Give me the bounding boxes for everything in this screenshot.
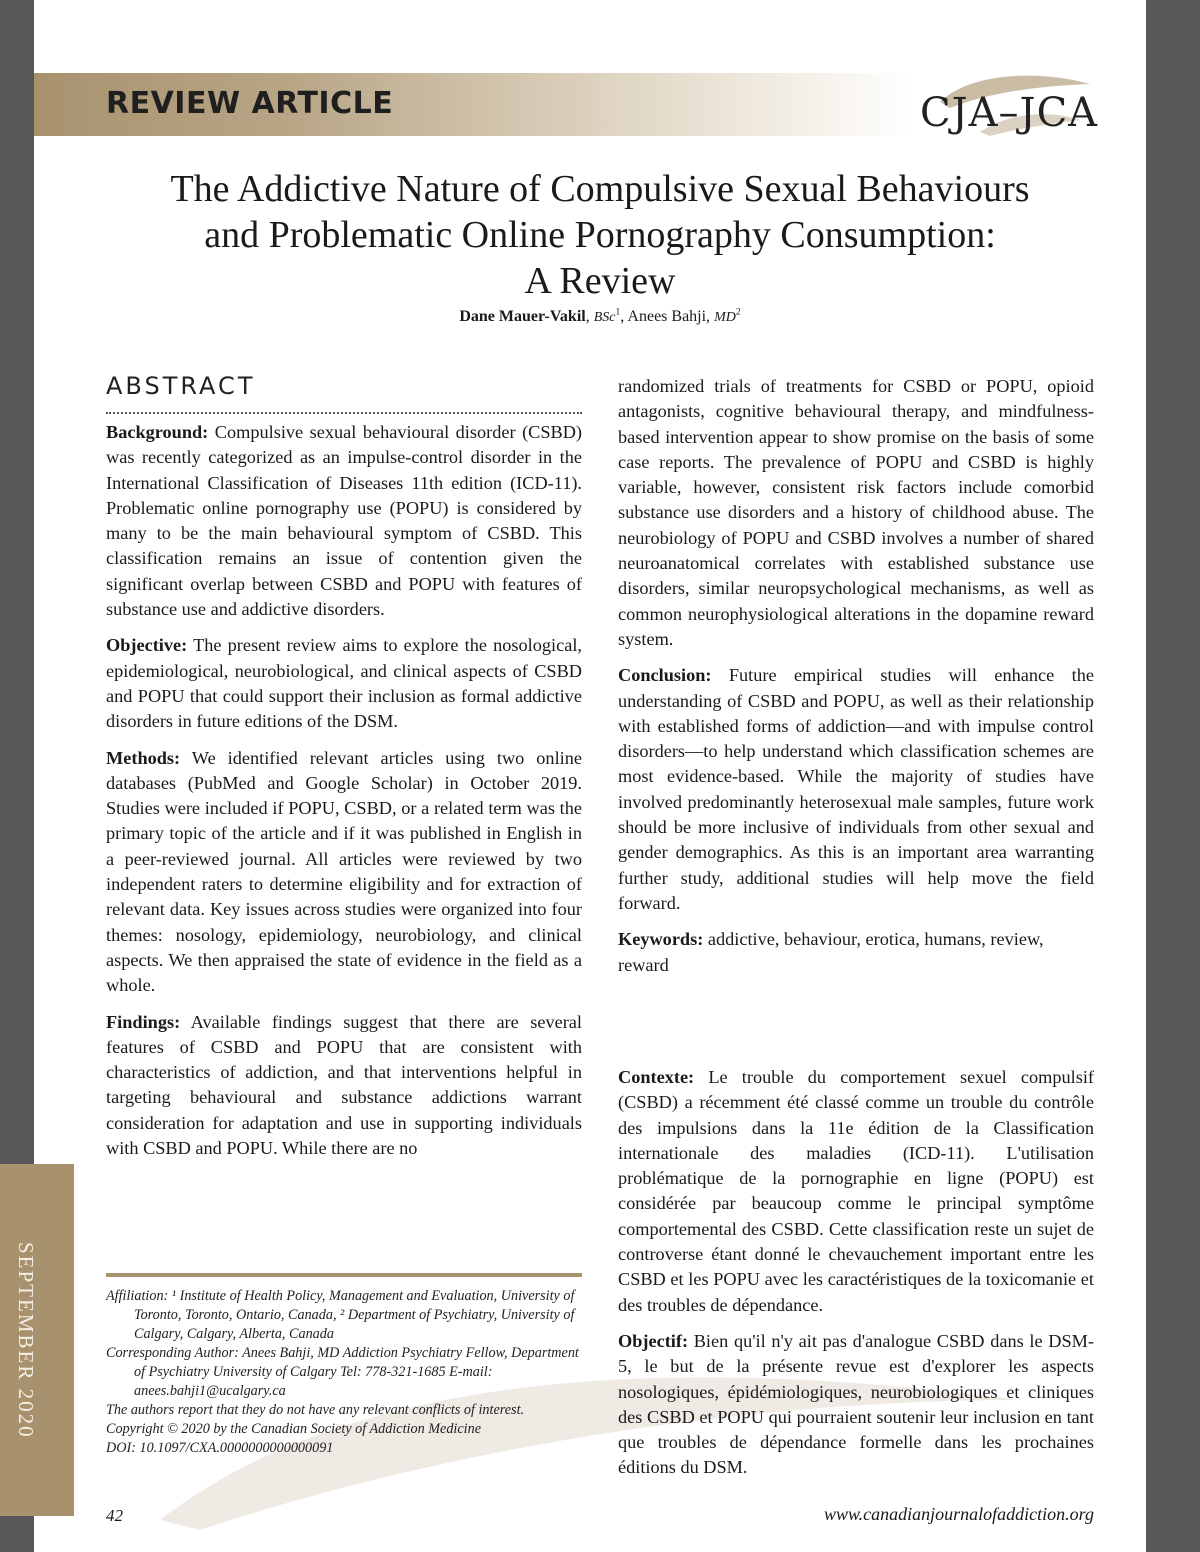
section-label: REVIEW ARTICLE (106, 86, 394, 121)
paragraph-label: Objective: (106, 635, 188, 656)
title-line: and Problematic Online Pornography Consumption: (204, 214, 996, 256)
logo-text: CJA–JCA (920, 90, 1099, 136)
paragraph-label: Background: (106, 422, 209, 442)
title-line: The Addictive Nature of Compulsive Sexual Behaviours (170, 168, 1030, 210)
right-page-border (1146, 0, 1200, 1552)
abstract-left-column (106, 420, 582, 1172)
keywords-text: addictive, behaviour, erotica, humans, review, reward (618, 929, 1044, 975)
affiliation-entry: Affiliation: ¹ Institute of Health Policy, Management and Evaluation, University of Toronto, Toronto, Ontario, Canada, ² Department of Psychiatry, University of Calgary, Calgary, Alberta, Canada (106, 1288, 575, 1342)
abstract-paragraph (618, 1065, 1094, 1318)
paragraph-text: Available findings suggest that there are several features of CSBD and POPU that are consistent with characteristics of addiction, and that interventions helpful in targeting behavioural and substance addictions warrant consideration for adaptation and use in supporting individuals with CSBD and POPU. While there are no (106, 1011, 582, 1159)
paragraph-label: Findings: (106, 1011, 181, 1032)
author-affiliation-mark: 2 (735, 306, 741, 318)
conflict-statement: The authors report that they do not have any relevant conflicts of interest. (106, 1402, 525, 1418)
french-abstract (618, 1065, 1094, 1492)
keywords (618, 927, 1094, 978)
paragraph-label: Objectif: (618, 1330, 689, 1351)
affiliation-block (106, 1287, 582, 1458)
page-number: 42 (106, 1506, 123, 1525)
abstract-paragraph (618, 663, 1094, 916)
paragraph-text: Future empirical studies will enhance the understanding of CSBD and POPU, as well as their relationship with established forms of addiction—and with impulse control disorders—to help understand which classification schemes are most evidence-based. While the majority of studies have involved predominantly heterosexual male samples, future work should be more inclusive of individuals from other sexual and gender demographics. As this is an important area warranting further study, additional studies will help move the field forward. (618, 665, 1094, 913)
paragraph-text: Le trouble du comportement sexuel compulsif (CSBD) a récemment été classé comme un trouble du contrôle des impulsions dans la 11e édition de la Classification internationale des maladies (ICD-11). L'utilisation problématique de la pornographie en ligne (POPU) est considérée par beaucoup comme le principal symptôme comportemental des CSBD. Cette classification reste un sujet de controverse étant donné le chevauchement important entre les CSBD et les POPU avec les caractéristiques de la toxicomanie et des troubles de dépendance. (618, 1067, 1094, 1315)
author-affiliation-mark: 1 (615, 306, 621, 318)
author-degree: BSc (593, 310, 616, 325)
journal-logo (920, 72, 1100, 138)
issue-date (8, 1242, 68, 1442)
abstract-right-column (618, 374, 1094, 989)
corresponding-author: Corresponding Author: Anees Bahji, MD Addiction Psychiatry Fellow, Department of Psychiatry University of Calgary Tel: 778-321-1685 E-mail: anees.bahji1@ucalgary.ca (106, 1345, 579, 1399)
journal-url[interactable]: www.canadianjournalofaddiction.org (823, 1504, 1094, 1524)
author-name: Dane Mauer-Vakil (459, 308, 586, 325)
paragraph-text: Compulsive sexual behavioural disorder (CSBD) was recently categorized as an impulse-control disorder in the International Classification of Diseases 11th edition (ICD-11). Problematic online pornography use (POPU) is considered by many to be the main behavioural symptom of CSBD. This classification remains an issue of contention given the significant overlap between CSBD and POPU with features of substance use and addictive disorders. (106, 422, 582, 620)
affiliation-rule (106, 1273, 582, 1277)
doi: DOI: 10.1097/CXA.0000000000000091 (106, 1440, 334, 1456)
abstract-paragraph (106, 746, 582, 999)
abstract-paragraph (106, 633, 582, 734)
title-line: A Review (524, 260, 676, 302)
article-title (110, 166, 1090, 304)
paragraph-label: Methods: (106, 747, 181, 768)
paragraph-label: Contexte: (618, 1067, 695, 1087)
paragraph-text: We identified relevant articles using two online databases (PubMed and Google Scholar) in October 2019. Studies were included if POPU, CSBD, or a related term was the primary topic of the article and if it was published in English in a peer-reviewed journal. All articles were reviewed by two independent raters to determine eligibility and for extraction of relevant data. Key issues across studies were organized into four themes: nosology, epidemiology, neurobiology, and clinical aspects. We then appraised the state of evidence in the field as a whole. (106, 747, 582, 996)
author-degree: MD (714, 310, 736, 325)
paragraph-label: Conclusion: (618, 665, 712, 686)
author-line: Dane Mauer-Vakil, BSc$^1$, Anees Bahji, $MD^2$ (459, 306, 741, 325)
author-name: Anees Bahji, (627, 308, 711, 325)
paragraph-text: The present review aims to explore the nosological, epidemiological, neurobiological, and clinical aspects of CSBD and POPU that could support their inclusion as formal addictive disorders in future editions of the DSM. (106, 635, 582, 732)
paragraph-text: Bien qu'il n'y ait pas d'analogue CSBD dans le DSM-5, le but de la présente revue est d'explorer les aspects nosologiques, épidémiologiques, neurobiologiques et cliniques des CSBD et POPU qui pourraient soutenir leur inclusion en tant que troubles de dépendance formelle dans les prochaines éditions du DSM. (618, 1330, 1094, 1478)
paragraph-text: randomized trials of treatments for CSBD or POPU, opioid antagonists, cognitive behavioural therapy, and mindfulness-based intervention appear to show promise on the basis of some case reports. The prevalence of POPU and CSBD is highly variable, however, consistent risk factors include comorbid substance use disorders and a history of childhood abuse. The neurobiology of POPU and CSBD involves a number of shared neuroanatomical correlates with established substance use disorders, similar neuropsychological mechanisms, as well as common neurophysiological alterations in the dopamine reward system. (618, 376, 1094, 649)
abstract-heading: ABSTRACT (106, 372, 582, 414)
abstract-paragraph (618, 374, 1094, 652)
abstract-paragraph (106, 420, 582, 622)
copyright: Copyright © 2020 by the Canadian Society of Addiction Medicine (106, 1421, 481, 1437)
abstract-paragraph (618, 1329, 1094, 1481)
issue-date-text: SEPTEMBER 2020 (14, 1242, 38, 1439)
abstract-paragraph (106, 1010, 582, 1162)
paragraph-label: Keywords: (618, 929, 704, 950)
